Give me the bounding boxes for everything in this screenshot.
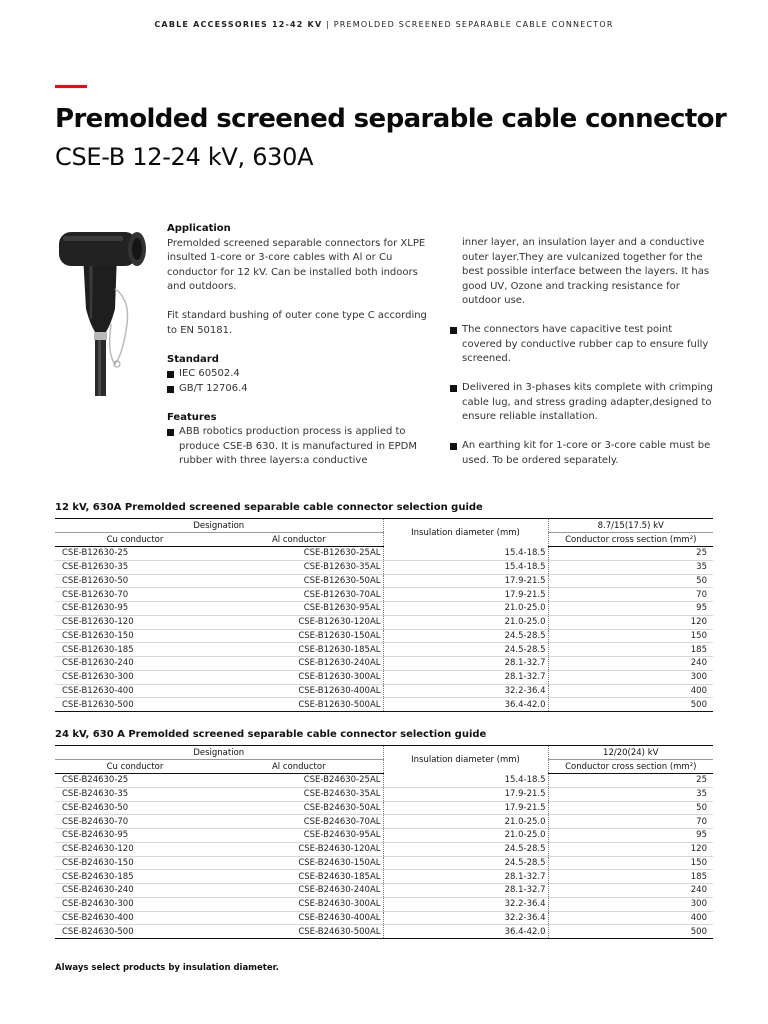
accent-bar: [55, 85, 87, 88]
voltage-header: 12/20(24) kV: [548, 746, 713, 760]
cu-conductor-cell: CSE-B12630-50: [55, 574, 215, 588]
standard-item: GB/T 12706.4: [167, 382, 429, 397]
insulation-diameter-cell: 24.5-28.5: [383, 842, 548, 856]
cu-conductor-cell: CSE-B24630-500: [55, 925, 215, 939]
insulation-diameter-cell: 24.5-28.5: [383, 856, 548, 870]
cu-conductor-cell: CSE-B12630-400: [55, 684, 215, 698]
cu-conductor-cell: CSE-B24630-240: [55, 884, 215, 898]
al-conductor-cell: CSE-B24630-25AL: [215, 774, 383, 788]
cu-header: Cu conductor: [55, 760, 215, 774]
insulation-header: Insulation diameter (mm): [383, 519, 548, 547]
insulation-diameter-cell: 21.0-25.0: [383, 815, 548, 829]
table-row: [55, 670, 713, 684]
cross-section-cell: 50: [548, 801, 713, 815]
table-row: [55, 629, 713, 643]
insulation-diameter-cell: 15.4-18.5: [383, 547, 548, 561]
section-name: CABLE ACCESSORIES 12-42 KV: [154, 20, 323, 29]
cross-section-cell: 240: [548, 884, 713, 898]
insulation-diameter-cell: 32.2-36.4: [383, 911, 548, 925]
insulation-diameter-cell: 36.4-42.0: [383, 698, 548, 712]
cross-section-cell: 240: [548, 657, 713, 671]
insulation-diameter-cell: 32.2-36.4: [383, 684, 548, 698]
insulation-diameter-cell: 15.4-18.5: [383, 560, 548, 574]
cross-section-cell: 70: [548, 815, 713, 829]
cu-conductor-cell: CSE-B12630-120: [55, 615, 215, 629]
cross-section-cell: 400: [548, 684, 713, 698]
designation-header: Designation: [55, 519, 383, 533]
insulation-diameter-cell: 21.0-25.0: [383, 829, 548, 843]
cross-section-cell: 95: [548, 829, 713, 843]
running-header: [0, 20, 768, 29]
insulation-diameter-cell: 28.1-32.7: [383, 870, 548, 884]
al-header: Al conductor: [215, 760, 383, 774]
al-conductor-cell: CSE-B12630-300AL: [215, 670, 383, 684]
cu-conductor-cell: CSE-B24630-35: [55, 787, 215, 801]
cu-conductor-cell: CSE-B24630-25: [55, 774, 215, 788]
cu-conductor-cell: CSE-B12630-300: [55, 670, 215, 684]
al-conductor-cell: CSE-B24630-120AL: [215, 842, 383, 856]
cross-section-cell: 150: [548, 629, 713, 643]
cross-section-cell: 300: [548, 670, 713, 684]
cross-section-cell: 185: [548, 643, 713, 657]
table-title: 24 kV, 630 A Premolded screened separable cable connector selection guide: [55, 729, 487, 740]
table-row: [55, 787, 713, 801]
section-subtitle: PREMOLDED SCREENED SEPARABLE CABLE CONNECTOR: [333, 20, 614, 29]
selection-table-12kv: [55, 518, 713, 712]
al-conductor-cell: CSE-B12630-400AL: [215, 684, 383, 698]
table-row: [55, 698, 713, 712]
al-conductor-cell: CSE-B24630-500AL: [215, 925, 383, 939]
application-heading: Application: [167, 223, 231, 234]
al-conductor-cell: CSE-B24630-185AL: [215, 870, 383, 884]
al-conductor-cell: CSE-B24630-240AL: [215, 884, 383, 898]
insulation-diameter-cell: 15.4-18.5: [383, 774, 548, 788]
insulation-diameter-cell: 24.5-28.5: [383, 643, 548, 657]
cross-section-cell: 25: [548, 774, 713, 788]
insulation-diameter-cell: 32.2-36.4: [383, 897, 548, 911]
cross-section-cell: 400: [548, 911, 713, 925]
cross-section-cell: 500: [548, 698, 713, 712]
al-conductor-cell: CSE-B12630-150AL: [215, 629, 383, 643]
al-header: Al conductor: [215, 533, 383, 547]
cross-section-header: Conductor cross section (mm²): [548, 760, 713, 774]
insulation-diameter-cell: 17.9-21.5: [383, 588, 548, 602]
al-conductor-cell: CSE-B12630-185AL: [215, 643, 383, 657]
cross-section-cell: 120: [548, 842, 713, 856]
cu-conductor-cell: CSE-B24630-120: [55, 842, 215, 856]
al-conductor-cell: CSE-B24630-50AL: [215, 801, 383, 815]
insulation-header: Insulation diameter (mm): [383, 746, 548, 774]
text-column-left: [167, 222, 429, 469]
cu-conductor-cell: CSE-B24630-300: [55, 897, 215, 911]
designation-header: Designation: [55, 746, 383, 760]
insulation-diameter-cell: 17.9-21.5: [383, 574, 548, 588]
al-conductor-cell: CSE-B24630-35AL: [215, 787, 383, 801]
page-subtitle: CSE-B 12-24 kV, 630A: [55, 143, 314, 171]
feature-continued: inner layer, an insulation layer and a conductive outer layer.They are vulcanized together for the best possible interface between the layers. It has good UV, Ozone and tracking resistance for outdoor use.: [462, 237, 710, 306]
insulation-diameter-cell: 28.1-32.7: [383, 657, 548, 671]
table-row: [55, 856, 713, 870]
selection-table-24kv: [55, 745, 713, 939]
table-row: [55, 897, 713, 911]
footnote: Always select products by insulation diameter.: [55, 963, 279, 973]
al-conductor-cell: CSE-B12630-95AL: [215, 602, 383, 616]
insulation-diameter-cell: 17.9-21.5: [383, 787, 548, 801]
cross-section-header: Conductor cross section (mm²): [548, 533, 713, 547]
al-conductor-cell: CSE-B12630-35AL: [215, 560, 383, 574]
insulation-diameter-cell: 21.0-25.0: [383, 602, 548, 616]
cu-conductor-cell: CSE-B12630-500: [55, 698, 215, 712]
al-conductor-cell: CSE-B12630-500AL: [215, 698, 383, 712]
table-row: [55, 588, 713, 602]
features-heading: Features: [167, 411, 217, 423]
cu-conductor-cell: CSE-B12630-185: [55, 643, 215, 657]
cu-conductor-cell: CSE-B24630-400: [55, 911, 215, 925]
standard-item: IEC 60502.4: [167, 367, 429, 382]
cu-conductor-cell: CSE-B12630-25: [55, 547, 215, 561]
al-conductor-cell: CSE-B12630-120AL: [215, 615, 383, 629]
cu-header: Cu conductor: [55, 533, 215, 547]
al-conductor-cell: CSE-B12630-240AL: [215, 657, 383, 671]
feature-item: An earthing kit for 1-core or 3-core cable must be used. To be ordered separately.: [450, 439, 715, 468]
cross-section-cell: 25: [548, 547, 713, 561]
cu-conductor-cell: CSE-B24630-70: [55, 815, 215, 829]
table-row: [55, 574, 713, 588]
al-conductor-cell: CSE-B24630-95AL: [215, 829, 383, 843]
cu-conductor-cell: CSE-B12630-70: [55, 588, 215, 602]
standard-heading: Standard: [167, 353, 219, 365]
cu-conductor-cell: CSE-B12630-95: [55, 602, 215, 616]
feature-item: The connectors have capacitive test point covered by conductive rubber cap to ensure fully screened.: [450, 323, 715, 367]
product-image: [55, 224, 150, 396]
al-conductor-cell: CSE-B24630-300AL: [215, 897, 383, 911]
table-row: [55, 842, 713, 856]
cu-conductor-cell: CSE-B24630-185: [55, 870, 215, 884]
table-row: [55, 774, 713, 788]
table-row: [55, 547, 713, 561]
table-title: 12 kV, 630A Premolded screened separable cable connector selection guide: [55, 502, 483, 513]
cu-conductor-cell: CSE-B12630-150: [55, 629, 215, 643]
feature-item: Delivered in 3-phases kits complete with crimping cable lug, and stress grading adapter,designed to ensure reliable installation.: [450, 381, 715, 425]
cu-conductor-cell: CSE-B24630-50: [55, 801, 215, 815]
insulation-diameter-cell: 28.1-32.7: [383, 884, 548, 898]
table-row: [55, 657, 713, 671]
cross-section-cell: 300: [548, 897, 713, 911]
cross-section-cell: 95: [548, 602, 713, 616]
insulation-diameter-cell: 17.9-21.5: [383, 801, 548, 815]
table-row: [55, 560, 713, 574]
al-conductor-cell: CSE-B24630-400AL: [215, 911, 383, 925]
al-conductor-cell: CSE-B12630-50AL: [215, 574, 383, 588]
insulation-diameter-cell: 28.1-32.7: [383, 670, 548, 684]
page-title: Premolded screened separable cable connector: [55, 104, 727, 134]
cross-section-cell: 50: [548, 574, 713, 588]
cross-section-cell: 120: [548, 615, 713, 629]
table-row: [55, 643, 713, 657]
insulation-diameter-cell: 21.0-25.0: [383, 615, 548, 629]
al-conductor-cell: CSE-B12630-70AL: [215, 588, 383, 602]
insulation-diameter-cell: 36.4-42.0: [383, 925, 548, 939]
cu-conductor-cell: CSE-B12630-35: [55, 560, 215, 574]
al-conductor-cell: CSE-B24630-150AL: [215, 856, 383, 870]
table-row: [55, 615, 713, 629]
application-text: Premolded screened separable connectors for XLPE insulted 1-core or 3-core cables with Al or Cu conductor for 12 kV. Can be installed both indoors and outdoors.: [167, 237, 426, 292]
cross-section-cell: 35: [548, 787, 713, 801]
table-row: [55, 925, 713, 939]
cross-section-cell: 185: [548, 870, 713, 884]
cu-conductor-cell: CSE-B12630-240: [55, 657, 215, 671]
fit-text: Fit standard bushing of outer cone type C according to EN 50181.: [167, 310, 427, 336]
table-row: [55, 815, 713, 829]
cross-section-cell: 70: [548, 588, 713, 602]
al-conductor-cell: CSE-B12630-25AL: [215, 547, 383, 561]
cross-section-cell: 500: [548, 925, 713, 939]
insulation-diameter-cell: 24.5-28.5: [383, 629, 548, 643]
cu-conductor-cell: CSE-B24630-95: [55, 829, 215, 843]
cross-section-cell: 150: [548, 856, 713, 870]
table-row: [55, 801, 713, 815]
feature-item: ABB robotics production process is applied to produce CSE-B 630. It is manufactured in EPDM rubber with three layers:a conductive: [167, 425, 429, 469]
table-row: [55, 684, 713, 698]
table-row: [55, 911, 713, 925]
al-conductor-cell: CSE-B24630-70AL: [215, 815, 383, 829]
voltage-header: 8.7/15(17.5) kV: [548, 519, 713, 533]
table-row: [55, 829, 713, 843]
table-row: [55, 602, 713, 616]
cu-conductor-cell: CSE-B24630-150: [55, 856, 215, 870]
text-column-right: [450, 236, 715, 468]
header-separator: |: [322, 20, 334, 29]
table-row: [55, 884, 713, 898]
cross-section-cell: 35: [548, 560, 713, 574]
table-row: [55, 870, 713, 884]
